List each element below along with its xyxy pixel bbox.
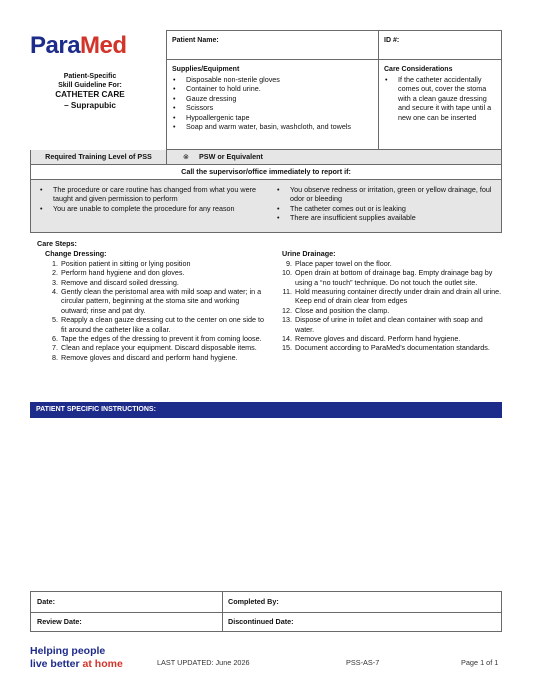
step-number: 4. [52,287,58,297]
review-date-field[interactable]: Review Date: [37,617,82,626]
step-number: 6. [52,333,58,343]
step-item [280,287,502,306]
step-item [280,259,502,268]
report-list-left [34,185,266,213]
supply-item: • Disposable non-sterile gloves [186,75,374,84]
patient-specific-instructions-header: PATIENT SPECIFIC INSTRUCTIONS: [30,402,502,418]
step-text: Remove and discard soiled dressing. [61,277,179,287]
training-level-value [183,150,263,164]
title-line-3: CATHETER CARE [55,90,125,100]
step-number: 14. [282,333,292,343]
supply-item: • Hypoallergenic tape [186,113,374,122]
step-text: Remove gloves and discard and perform hand hygiene. [61,352,238,362]
training-level-row [30,150,502,165]
care-steps-title: Care Steps: [37,239,77,248]
tagline-line-2a: live better [30,657,83,670]
supply-item: • Scissors [186,103,374,112]
checked-x-icon: ⊗ [183,152,190,161]
supplies-section [166,59,378,150]
guideline-title [30,72,150,112]
step-item [280,315,502,334]
completed-by-field[interactable]: Completed By: [228,597,279,606]
step-text: Place paper towel on the floor. [295,259,392,268]
step-number: 8. [52,352,58,362]
supply-item: • Container to hold urine. [186,84,374,93]
id-field[interactable] [378,30,502,59]
step-number: 2. [52,268,58,278]
step-item [46,287,268,315]
step-number: 9. [286,259,292,268]
training-level-label: Required Training Level of PSS [31,150,167,164]
step-text: Perform hand hygiene and don gloves. [61,268,185,278]
step-item [280,343,502,352]
step-number: 15. [282,343,292,353]
document-code: PSS-AS-7 [346,658,380,667]
report-list-right [271,185,499,222]
step-text: Hold measuring container directly under drain and drain all urine. Keep end of drain clear from edges [295,287,502,306]
step-item [280,268,502,287]
report-item: • There are insufficient supplies available [290,213,495,222]
patient-name-field[interactable] [166,30,378,59]
report-column-left [34,185,266,213]
title-line-1: Patient-Specific [63,73,117,80]
report-item: • You observe redness or irritation, green or yellow drainage, foul odor or bleeding [290,185,495,204]
tagline-line-2b: at home [82,657,123,670]
id-label: ID #: [384,37,400,44]
care-considerations-section [378,59,502,150]
title-line-2: Skill Guideline For: [58,82,122,90]
step-number: 1. [52,259,58,268]
supply-item: • Soap and warm water, basin, washcloth, and towels [186,122,374,131]
report-item: • You are unable to complete the procedure for any reason [53,204,262,213]
step-text: Tape the edges of the dressing to prevent it from coming loose. [61,333,262,343]
report-conditions [30,180,502,233]
step-item [46,315,268,334]
date-field[interactable]: Date: [37,597,55,606]
step-text: Close and position the clamp. [295,305,390,315]
urine-drainage-steps [280,259,502,353]
step-item [280,306,502,315]
step-number: 10. [282,268,292,278]
step-item [280,334,502,343]
step-item [46,343,268,352]
supply-item: • Gauze dressing [186,94,374,103]
step-item [46,268,268,277]
report-heading: Call the supervisor/office immediately to report if: [30,165,502,180]
step-text: Dispose of urine in toilet and clean container with soap and water. [295,315,483,334]
step-text: Gently clean the peristomal area with mild soap and water; in a circular pattern, beginning at the stoma site and working outward; rinse and pat dry. [61,287,262,315]
patient-name-label: Patient Name: [172,37,219,44]
supplies-title: Supplies/Equipment [172,66,240,73]
urine-drainage-title: Urine Drainage: [282,249,336,258]
supplies-list [167,75,378,131]
care-consideration-item: • If the catheter accidentally comes out, cover the stoma with a clean gauze dressing and secure it with tape until a new one can be inserted [398,75,497,122]
review-table [30,591,502,632]
step-item [46,353,268,362]
step-text: Open drain at bottom of drainage bag. Empty drainage bag by using a “no touch” technique. Do not touch the outlet site. [295,268,493,287]
step-number: 12. [282,305,292,315]
discontinued-date-field[interactable]: Discontinued Date: [228,617,294,626]
step-item [46,259,268,268]
step-item [46,334,268,343]
step-number: 13. [282,315,292,325]
page-number: Page 1 of 1 [461,658,499,667]
step-item [46,278,268,287]
care-considerations-list [379,75,501,122]
report-column-right [271,185,499,222]
title-line-4: – Suprapubic [64,100,116,110]
step-number: 3. [52,277,58,287]
step-number: 7. [52,343,58,353]
dressing-steps [46,259,268,362]
change-dressing-title: Change Dressing: [45,249,107,258]
step-text: Reapply a clean gauze dressing cut to the center on one side to fit around the catheter like a collar. [61,315,264,334]
tagline-line-1: Helping people [30,645,106,657]
logo-para: Para [30,32,81,59]
paramed-logo [30,31,160,61]
report-item: • The procedure or care routine has changed from what you were taught and given permission to perform [53,185,262,204]
step-text: Position patient in sitting or lying position [61,259,191,268]
last-updated: LAST UPDATED: June 2026 [157,658,250,667]
step-text: Document according to ParaMed’s documentation standards. [295,343,490,353]
tagline [30,645,123,670]
report-item: • The catheter comes out or is leaking [290,204,495,213]
step-number: 11. [282,287,292,297]
step-number: 5. [52,315,58,325]
training-level-text: PSW or Equivalent [199,152,263,161]
step-text: Clean and replace your equipment. Discard disposable items. [61,343,257,353]
logo-med: Med [80,32,127,59]
care-considerations-title: Care Considerations [384,66,453,73]
step-text: Remove gloves and discard. Perform hand hygiene. [295,333,461,343]
